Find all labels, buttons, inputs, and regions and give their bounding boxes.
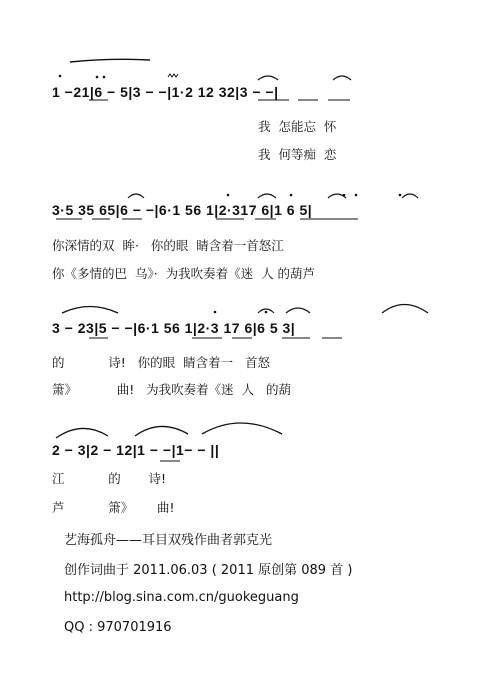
tie-mark [258,194,276,198]
qq-line: QQ : 970701916 [64,620,172,635]
staff-2-lyric-2: 你《多情的巴 乌》· 为我吹奏着《迷 人 的葫芦 [52,266,316,281]
slur-mark [135,426,188,436]
tie-mark [333,76,351,80]
slur-mark [382,305,428,314]
blog-link[interactable]: http://blog.sina.com.cn/guokeguang [64,590,299,605]
staff-3-notes: 3 − 23|5 − −|6·1 56 1|2·3 17 6|6 5 3| [52,320,296,336]
slur-mark [56,428,108,438]
tie-mark [286,308,310,313]
slur-mark [70,59,150,62]
octave-dot [290,194,293,197]
tie-mark [258,309,274,313]
date-line: 创作词曲于 2011.06.03 ( 2011 原创第 089 首 ) [64,563,353,578]
staff-4-notes: 2 − 3|2 − 12|1 − −|1− − || [52,442,220,458]
octave-dot [96,76,99,79]
tie-mark [258,76,278,80]
octave-dot [343,194,346,197]
staff-1-lyric-2: 我 何等痴 恋 [258,147,337,162]
staff-3-lyric-1: 的 诗! 你的眼 睛含着一 首怒 [52,355,271,370]
staff-2-notes: 3·5 35 65|6 − −|6·1 56 1|2·317 6|1 6 5| [52,202,313,218]
octave-dot [399,194,402,197]
octave-dot [265,311,268,314]
tie-mark [328,194,346,198]
staff-3-lyric-2: 箫》 曲! 为我吹奏着《迷 人 的葫 [52,382,292,397]
octave-dot [355,194,358,197]
staff-4-lyric-2: 芦 箫》 曲! [52,500,175,515]
tie-mark [402,194,418,198]
author-line: 艺海孤舟——耳目双残作曲者郭克光 [64,533,273,548]
octave-dot [103,76,106,79]
staff-1-notes: 1 −21|6 − 5|3 − −|1·2 12 32|3 − −| [52,84,279,100]
staff-4-lyric-1: 江 的 诗! [52,471,167,486]
octave-dot [214,311,217,314]
octave-dot [59,75,62,78]
staff-2-lyric-1: 你深情的双 眸· 你的眼 睛含着一首怒江 [52,238,284,253]
slur-mark [202,423,282,434]
tie-mark [128,194,144,198]
octave-dot [227,194,230,197]
trill-mark [168,74,178,77]
staff-1-lyric-1: 我 怎能忘 怀 [258,119,337,134]
slur-mark [62,307,118,314]
